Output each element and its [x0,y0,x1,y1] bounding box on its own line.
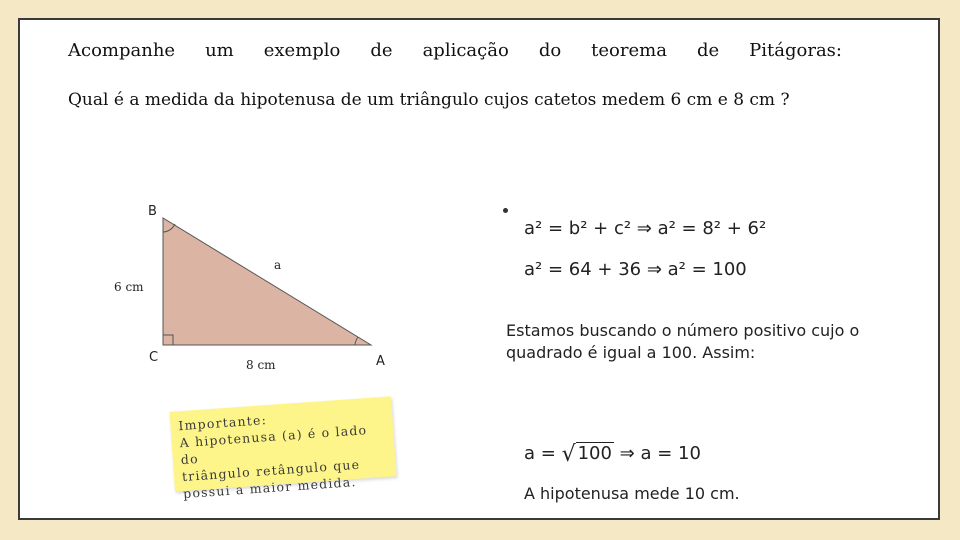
heading-word: do [538,40,562,61]
equation-line-2: a² = 64 + 36 ⇒ a² = 100 [524,259,747,280]
heading-word: um [205,40,234,61]
heading-word: aplicação [422,40,509,61]
heading-word: Acompanhe [68,40,176,61]
hypotenuse-label: a [274,258,282,272]
heading-word: de [370,40,393,61]
heading-word: de [696,40,720,61]
triangle-shape [163,218,371,345]
radicand: 100 [577,443,612,464]
vertex-c-label: C [149,350,159,365]
equation-line-3 [524,442,701,467]
equation-line-1: a² = b² + c² ⇒ a² = 8² + 6² [524,218,767,239]
heading-word: exemplo [263,40,341,61]
conclusion-text: A hipotenusa mede 10 cm. [524,484,740,503]
bullet-dot [503,208,508,213]
leg-6cm-label: 6 cm [114,280,144,294]
question-text: Qual é a medida da hipotenusa de um triângulo cujos catetos medem 6 cm e 8 cm ? [68,90,790,110]
sticky-note: Importante: A hipotenusa (a) é o lado do triângulo retângulo que possui a maior medida. [169,396,396,491]
vertex-b-label: B [148,204,157,219]
radical-icon: √ [561,442,576,467]
leg-8cm-label: 8 cm [246,358,276,372]
heading-word: Pitágoras: [749,40,842,61]
vertex-a-label: A [376,354,385,369]
heading-word: teorema [591,40,667,61]
eq3-rhs: ⇒ a = 10 [613,443,701,464]
square-root [562,442,614,467]
explanation-text: Estamos buscando o número positivo cujo o quadrado é igual a 100. Assim: [506,321,860,362]
eq3-lhs: a = [524,443,562,464]
